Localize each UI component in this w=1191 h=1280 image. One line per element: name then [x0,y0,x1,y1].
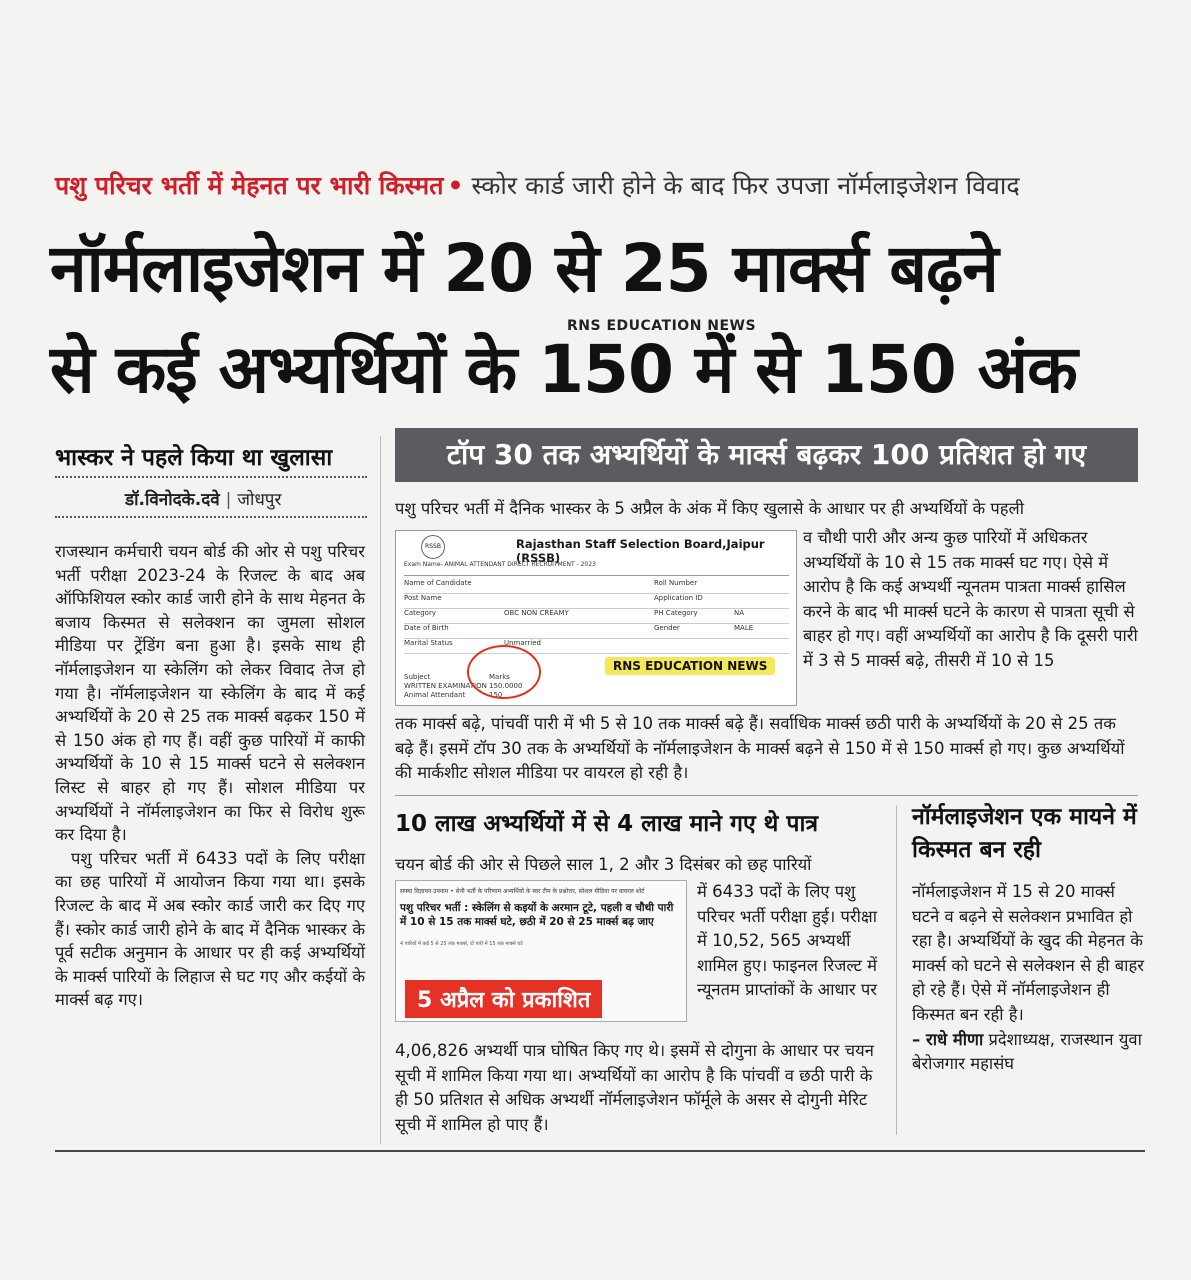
subject-name: Animal Attendant [404,691,466,699]
byline-name: डॉ.विनोदके.दवे [125,490,220,510]
right-subhead: नॉर्मलाइजेशन एक मायने में किस्मत बन रही [912,804,1137,863]
scorecard-row [404,639,789,654]
subject-name: WRITTEN EXAMINATION [404,682,487,690]
marks-label: Marks [489,673,510,681]
watermark-badge: RNS EDUCATION NEWS [605,657,775,675]
mid-para-2: में 6433 पदों के लिए पशु परिचर भर्ती परीक्षा हुई। परीक्षा में 10,52, 565 अभ्यर्थी शामिल हुए। फाइनल रिजल्ट में न्यूनतम प्राप्तांकों के आधार पर [697,882,878,1000]
row-label: Name of Candidate [404,579,472,587]
subject-row [404,691,789,700]
watermark-top: RNS EDUCATION NEWS [567,318,757,334]
section-banner: टॉप 30 तक अभ्यर्थियों के मार्क्स बढ़कर 100 प्रतिशत हो गए [395,428,1138,482]
left-article [55,540,365,1012]
quote-author-title: प्रदेशाध्यक्ष, राजस्थान युवा बेरोजगार महासंघ [912,1029,1142,1074]
main-top-para: पशु परिचर भर्ती में दैनिक भास्कर के 5 अप्रैल के अंक में किए खुलासे के आधार पर ही अभ्यर्थियों के पहली [395,499,1025,518]
right-para: नॉर्मलाइजेशन में 15 से 20 मार्क्स घटने व बढ़ने से सलेक्शन प्रभावित हो रहा है। अभ्यर्थियों के खुद की मेहनत के मार्क्स को घटने से सलेक्शन से ही बाहर हो रहे हैं। ऐसे में नॉर्मलाइजेशन ही किस्मत बन रही है। [912,882,1144,1024]
row-label: Application ID [654,594,703,602]
bottom-rule [55,1150,1145,1152]
mid-para-3: 4,06,826 अभ्यर्थी पात्र घोषित किए गए थे। इसमें से दोगुना के आधार पर चयन सूची में शामिल किया गया था। अभ्यर्थियों का आरोप है कि पांचवीं व छठी पारी के ही 50 प्रतिशत से अधिक अभ्यर्थी नॉर्मलाइजेशन फॉर्मूले के असर से दोगुनी मेरिट सूची में शामिल हो पाए हैं। [395,1041,874,1134]
headline-line1: नॉर्मलाइजेशन में 20 से 25 मार्क्स बढ़ने [50,230,998,307]
scorecard-row [404,594,789,609]
subject-label: Subject [404,673,431,681]
clip-headline: पशु परिचर भर्ती : स्केलिंग से कइयों के अरमान टूटे, पहली व चौथी पारी में 10 से 15 तक मार्क्स घटे, छठी में 20 से 25 मार्क्स बढ़ जाए [400,902,674,928]
row-label: Post Name [404,594,442,602]
section-rule [395,795,1138,796]
subject-marks: 150 [489,691,503,699]
scorecard-row [404,624,789,639]
row-label: Gender [654,624,680,632]
left-para-2: पशु परिचर भर्ती में 6433 पदों के लिए परीक्षा का छह पारियों में आयोजन किया गया था। इसके रिजल्ट के बाद में अब स्कोर कार्ड जारी कर दिए गए हैं। स्कोर कार्ड जारी होने के बाद में दैनिक भास्कर के पूर्व सटीक अनुमान के आधार पर ही कई अभ्यर्थियों के मार्क्स पारियों के लिहाज से घट गए और कईयों के मार्क्स बढ़ गए। [55,848,365,1010]
left-para-1: राजस्थान कर्मचारी चयन बोर्ड की ओर से पशु परिचर भर्ती परीक्षा 2023-24 के रिजल्ट के बाद अब ऑफिशियल स्कोर कार्ड जारी होने के साथ मेहनत के बजाय किस्मत से सलेक्शन का जुमला सोशल मीडिया पर ट्रेंडिंग बना हुआ है। इसके साथ ही नॉर्मलाइजेशन या स्केलिंग को लेकर विवाद तेज हो गया है। नॉर्मलाइजेशन या स्केलिंग के बाद में कई अभ्यर्थियों के 20 से 25 तक मार्क्स बढ़कर 150 में से 150 अंक हो गए हैं। वहीं कुछ पारियों में काफी अभ्यर्थियों के 10 से 15 मार्क्स घटने से सलेक्शन लिस्ट से बाहर हो गए हैं। सोशल मीडिया पर अभ्यर्थियों ने नॉर्मलाइजेशन का फिर से विरोध शुरू कर दिया है। [55,542,365,845]
byline-place: जोधपुर [237,490,282,510]
headline-line2: से कई अभ्यर्थियों के 150 में से 150 अंक [50,331,1077,408]
divider-dotted [55,516,367,518]
row-label: Marital Status [404,639,453,647]
row-value [504,579,654,593]
scorecard-rule [404,575,789,576]
row-label: PH Category [654,609,698,617]
clip-kicker: सफ्या विज्ञापन उपनाम • सेनी भर्ती के परिणाम अभ्यर्थियों के स्वर टीम के प्रश्नोत्तर, सोशल मीडिया पर वायरल शोर्ट [400,888,645,895]
scorecard-rows [404,579,789,654]
scorecard-image [395,530,797,706]
subject-table [404,673,789,700]
main-right-para: व चौथी पारी और अन्य कुछ पारियों में अधिकतर अभ्यर्थियों के 10 से 15 तक मार्क्स घट गए। ऐसे में आरोप है कि कई अभ्यर्थी न्यूनतम पात्रता मार्क्स हासिल करने के बाद भी मार्क्स घटने के कारण से पात्रता सूची से बाहर हो गए। वहीं अभ्यर्थियों का आरोप है कि दूसरी पारी में 3 से 5 मार्क्स बढ़े, तीसरी में 10 से 15 [803,528,1138,670]
row-label: Roll Number [654,579,698,587]
row-label: Date of Birth [404,624,449,632]
row-value: Unmarried [504,639,541,647]
row-value [504,594,654,608]
subject-row [404,682,789,691]
kicker-gray: स्कोर कार्ड जारी होने के बाद फिर उपजा नॉर्मलाइजेशन विवाद [471,171,1020,200]
left-subhead: भास्कर ने पहले किया था खुलासा [55,445,333,471]
right-quote [912,880,1144,1077]
row-label: Category [404,609,436,617]
row-value: OBC NON CREAMY [504,609,569,617]
scorecard-row [404,609,789,624]
clip-subline: 4 पारियों में कई 5 से 25 तक मार्क्स, दो पारी में 15 तक मार्क्स घटे [400,941,523,947]
byline: डॉ.विनोदके.दवे | जोधपुर [125,490,282,510]
scorecard-exam: Exam Name- ANIMAL ATTENDANT DIRECT RECRUITMENT - 2023 [404,561,596,568]
row-label [654,639,734,653]
main-full-para: तक मार्क्स बढ़े, पांचवीं पारी में भी 5 से 10 तक मार्क्स बढ़े हैं। सर्वाधिक मार्क्स छठी पारी के अभ्यर्थियों के 20 से 25 तक बढ़े हैं। इसमें टॉप 30 तक के अभ्यर्थियों के नॉर्मलाइजेशन के मार्क्स बढ़ने से 150 में से 150 मार्क्स हो गए। कुछ अभ्यर्थियों की मार्कशीट सोशल मीडिया पर वायरल हो रही है। [395,714,1125,783]
mid-subhead: 10 लाख अभ्यर्थियों में से 4 लाख माने गए थे पात्र [395,811,819,837]
column-divider [380,436,381,1144]
kicker-red: पशु परिचर भर्ती में मेहनत पर भारी किस्मत [55,171,444,200]
published-tag: 5 अप्रैल को प्रकाशित [405,980,602,1018]
column-divider [896,805,897,1135]
row-value: NA [734,609,745,617]
scorecard-board: Rajasthan Staff Selection Board,Jaipur (RSSB) [516,537,765,565]
mid-para-1: चयन बोर्ड की ओर से पिछले साल 1, 2 और 3 दिसंबर को छह पारियों [395,855,812,874]
subject-marks: 150.0000 [489,682,523,690]
row-value: MALE [734,624,754,632]
kicker-line [55,168,1155,202]
kicker-bullet: • [447,171,464,200]
highlight-circle [467,645,541,699]
row-value [504,624,654,638]
divider-dotted [55,476,367,478]
quote-author: – राधे मीणा [912,1029,984,1049]
board-logo-icon: RSSB [421,535,445,559]
scorecard-row [404,579,789,594]
